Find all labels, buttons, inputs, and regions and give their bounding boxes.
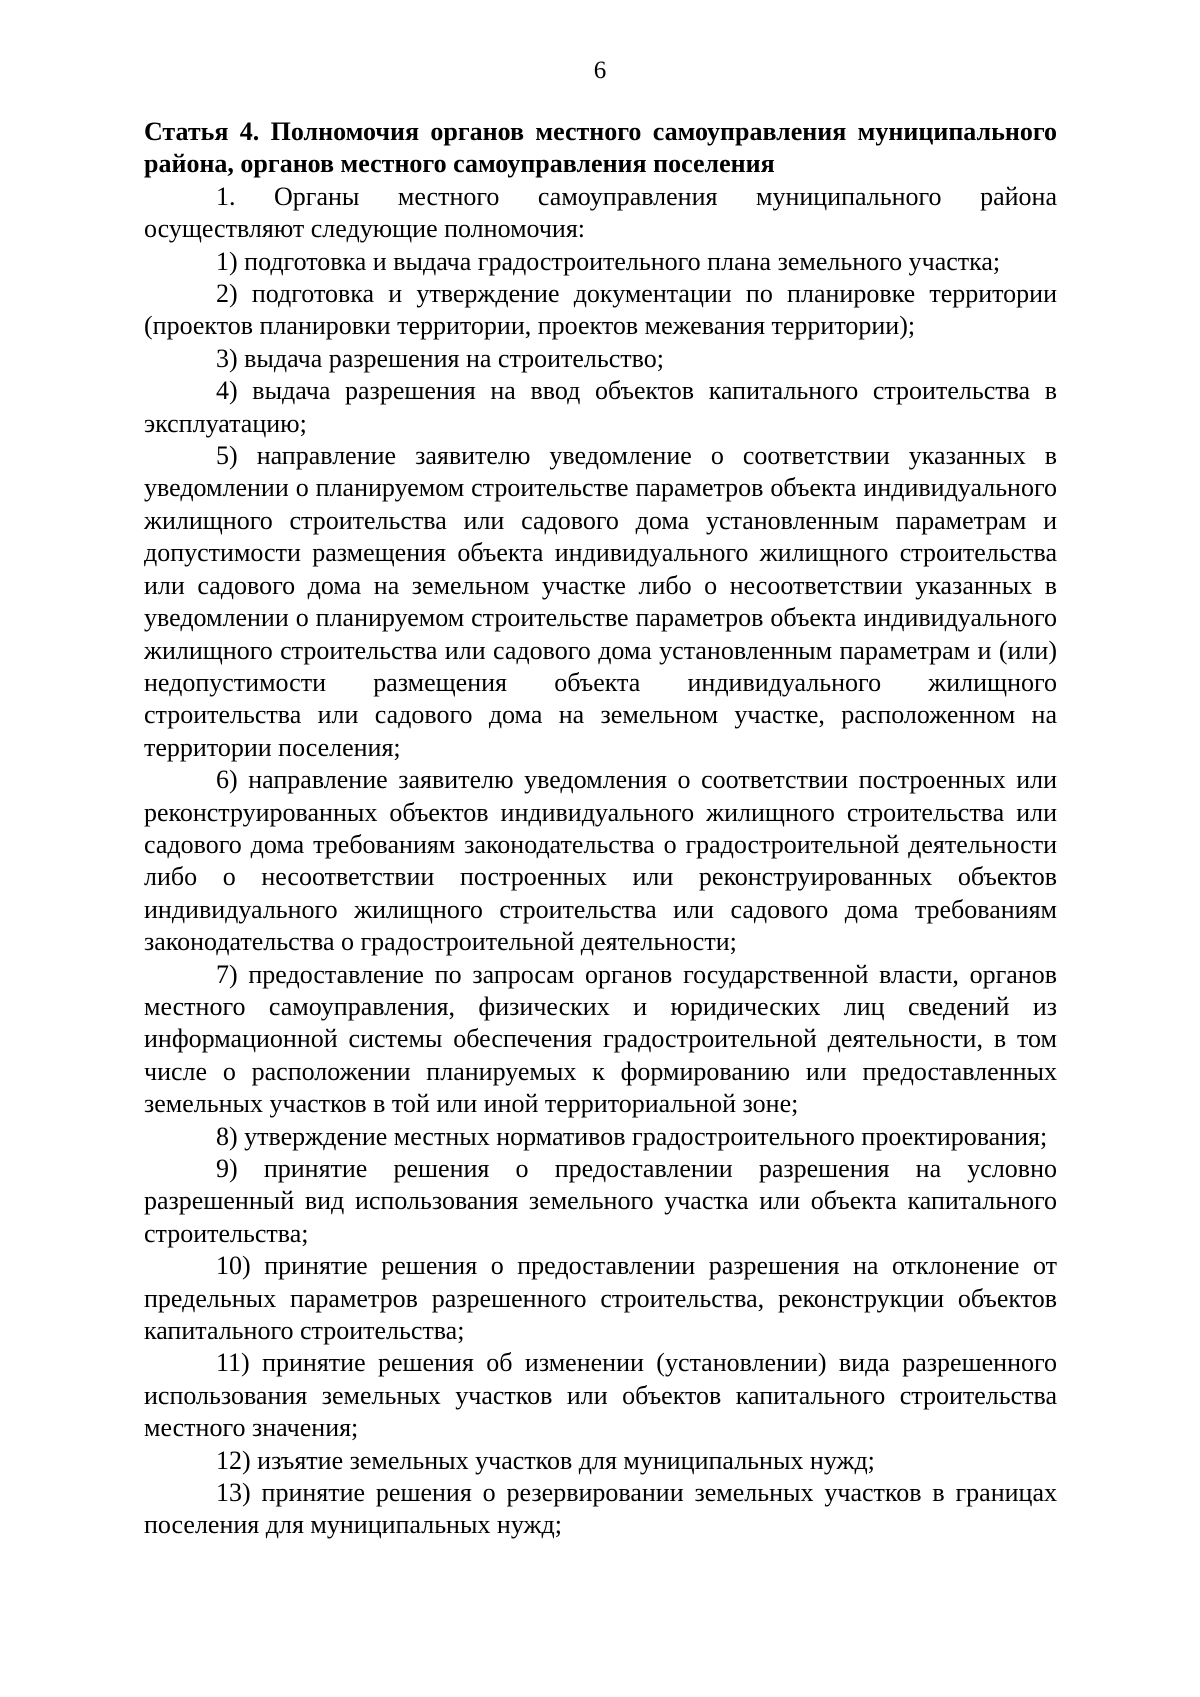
list-item-2: 2) подготовка и утверждение документации по планировке территории (проектов планировки территории, проектов межевания территории); xyxy=(144,279,1057,341)
list-item-5: 5) направление заявителю уведомление о соответствии указанных в уведомлении о планируемом строительстве параметров объекта индивидуального жилищного строительства или садового дома установленным параметрам и допустимости размещения объекта индивидуального жилищного строительства или садового дома на земельном участке либо о несоответствии указанных в уведомлении о планируемом строительстве параметров объекта индивидуального жилищного строительства или садового дома установленным параметрам и (или) недопустимости размещения объекта индивидуального жилищного строительства или садового дома на земельном участке, расположенном на территории поселения; xyxy=(144,441,1057,762)
list-item-8: 8) утверждение местных нормативов градостроительного проектирования; xyxy=(216,1121,1048,1151)
article-body xyxy=(144,116,1057,1542)
list-item-3: 3) выдача разрешения на строительство; xyxy=(216,343,664,373)
list-item-11: 11) принятие решения об изменении (установлении) вида разрешенного использования земельных участков или объектов капитального строительства местного значения; xyxy=(144,1348,1057,1443)
list-item-6: 6) направление заявителю уведомления о соответствии построенных или реконструированных объектов индивидуального жилищного строительства или садового дома требованиям законодательства о градостроительной деятельности либо о несоответствии построенных или реконструированных объектов индивидуального жилищного строительства или садового дома требованиям законодательства о градостроительной деятельности; xyxy=(144,765,1057,957)
list-item-1: 1) подготовка и выдача градостроительного плана земельного участка; xyxy=(216,246,1001,276)
list-item-9: 9) принятие решения о предоставлении разрешения на условно разрешенный вид использования земельного участка или объекта капитального строительства; xyxy=(144,1154,1057,1248)
list-item-12: 12) изъятие земельных участков для муниципальных нужд; xyxy=(216,1445,875,1475)
page-number: 6 xyxy=(593,57,607,84)
list-item-7: 7) предоставление по запросам органов государственной власти, органов местного самоуправления, физических и юридических лиц сведений из информационной системы обеспечения градостроительной деятельности, в том числе о расположении планируемых к формированию или предоставленных земельных участков в той или иной территориальной зоне; xyxy=(144,959,1057,1119)
list-item-13: 13) принятие решения о резервировании земельных участков в границах поселения для муниципальных нужд; xyxy=(144,1478,1057,1540)
list-item-10: 10) принятие решения о предоставлении разрешения на отклонение от предельных параметров разрешенного строительства, реконструкции объектов капитального строительства; xyxy=(144,1251,1057,1346)
paragraph-intro: 1. Органы местного самоуправления муниципального района осуществляют следующие полномочия: xyxy=(144,181,1057,244)
list-item-4: 4) выдача разрешения на ввод объектов капитального строительства в эксплуатацию; xyxy=(144,376,1057,438)
article-heading: Статья 4. Полномочия органов местного самоуправления муниципального района, органов местного самоуправления поселения xyxy=(144,117,1057,179)
